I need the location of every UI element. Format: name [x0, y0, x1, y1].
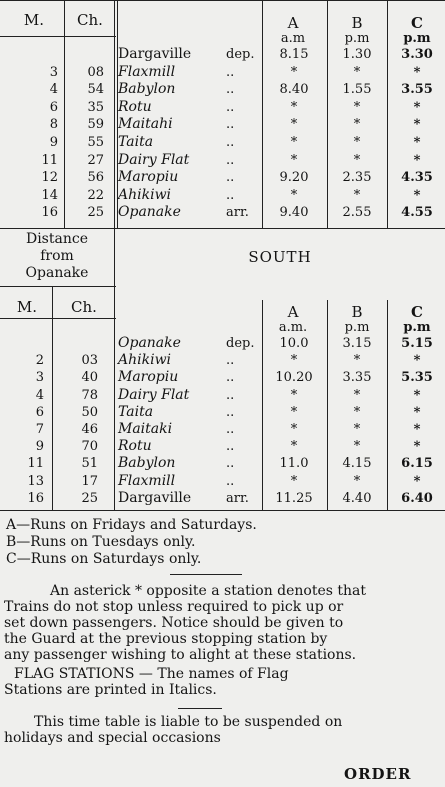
south-row-station: Maitaki: [118, 421, 173, 437]
separator-rule-1: [170, 574, 242, 575]
north-row-station: Maropiu: [118, 169, 179, 186]
south-row-time-c: *: [413, 439, 421, 455]
south-row-miles: 3: [35, 370, 44, 386]
south-row-time-b: *: [353, 473, 361, 489]
north-row-time-c: 4.35: [401, 170, 433, 186]
south-row-mark: ..: [226, 456, 235, 472]
south-row-time-b: 3.35: [342, 370, 372, 386]
north-row-time-a: 8.40: [279, 82, 309, 98]
north-row-time-b: 2.35: [342, 170, 372, 186]
north-row-time-a: 9.40: [279, 205, 309, 221]
south-row-chains: 70: [81, 439, 98, 455]
north-row-miles: 4: [49, 82, 58, 98]
south-top-rule: [0, 228, 445, 229]
north-row-time-c: *: [413, 135, 421, 150]
asterisk-line-3: set down passengers. Notice should be given to: [4, 615, 344, 631]
north-row-miles: 6: [49, 99, 58, 115]
north-row-miles: 14: [41, 187, 58, 203]
south-distance-label-2: from: [40, 248, 74, 264]
north-col-divider-b: [387, 0, 388, 228]
south-row-mark: ..: [226, 473, 235, 489]
north-row-time-c: 3.55: [401, 82, 433, 98]
flag-line-2: Stations are printed in Italics.: [4, 682, 217, 698]
north-col-divider-ch: [114, 0, 115, 228]
north-row-time-a: *: [290, 117, 298, 133]
south-row-time-a: *: [290, 473, 298, 489]
north-col-divider-mark: [262, 0, 263, 228]
south-row-time-b: 4.40: [342, 490, 372, 506]
north-row-time-b: *: [353, 152, 361, 168]
south-sub-c: p.m: [403, 320, 431, 335]
south-row-station: Ahikiwi: [118, 352, 172, 369]
south-row-time-c: 5.35: [401, 370, 433, 386]
north-row-time-b: 1.30: [342, 47, 372, 62]
north-header-c: C: [411, 14, 423, 32]
north-row-station: Babylon: [118, 81, 176, 98]
south-row-miles: 4: [35, 387, 44, 403]
asterisk-line-2: Trains do not stop unless required to pick up or: [4, 599, 344, 615]
south-distance-label-3: Opanake: [25, 265, 89, 281]
south-row-time-c: *: [413, 404, 421, 420]
north-row-mark: arr.: [226, 205, 249, 221]
north-sub-c: p.m: [403, 31, 431, 46]
south-row-chains: 51: [81, 456, 98, 472]
north-row-time-a: *: [290, 64, 298, 80]
south-col-divider-m: [52, 286, 53, 510]
north-row-station: Opanake: [118, 204, 181, 221]
south-distance-label-1: Distance: [25, 231, 88, 247]
north-col-divider-a: [327, 0, 328, 228]
south-col-divider-a: [327, 300, 328, 510]
south-row-chains: 25: [81, 490, 98, 506]
south-row-time-a: *: [290, 439, 298, 455]
south-row-chains: 78: [81, 387, 98, 403]
north-row-time-b: *: [353, 117, 361, 133]
south-heading: SOUTH: [248, 248, 312, 266]
south-row-time-c: 6.15: [401, 456, 433, 472]
south-header-ch: Ch.: [71, 298, 97, 316]
north-row-chains: 35: [87, 99, 104, 115]
north-row-time-a: 8.15: [279, 47, 309, 62]
north-sub-a: a.m: [280, 31, 306, 46]
north-row-miles: 11: [41, 152, 58, 168]
north-row-station: Dairy Flat: [118, 151, 190, 168]
south-bottom-rule: [0, 510, 445, 511]
north-row-time-c: 3.30: [401, 47, 433, 62]
north-row-time-b: *: [353, 187, 361, 203]
south-row-time-c: *: [413, 473, 421, 489]
south-row-chains: 40: [81, 370, 98, 386]
south-row-station: Maropiu: [118, 369, 179, 386]
south-row-miles: 11: [27, 456, 44, 472]
south-row-mark: dep.: [226, 336, 255, 351]
flag-line-1: FLAG STATIONS — The names of Flag: [14, 666, 289, 682]
north-row-miles: 8: [49, 117, 58, 133]
north-top-rule: [0, 0, 445, 1]
north-row-miles: 16: [41, 205, 58, 221]
south-row-chains: 50: [81, 404, 98, 420]
south-row-time-c: *: [413, 387, 421, 403]
south-row-time-b: 4.15: [342, 456, 372, 472]
south-header-rule: [0, 318, 116, 319]
south-header-c: C: [411, 303, 423, 321]
north-header-b: B: [351, 14, 363, 32]
asterisk-line-4: the Guard at the previous stopping station by: [4, 631, 328, 647]
north-row-chains: 56: [87, 170, 104, 186]
south-sub-a: a.m.: [278, 320, 308, 335]
north-row-station: Taita: [118, 134, 154, 150]
signature-order: ORDER: [344, 765, 412, 783]
north-row-station: Flaxmill: [118, 63, 176, 80]
north-row-time-c: *: [413, 117, 421, 133]
north-row-time-c: 4.55: [401, 205, 433, 221]
south-header-m: M.: [16, 298, 38, 316]
south-row-mark: ..: [226, 370, 235, 386]
north-row-time-b: *: [353, 64, 361, 80]
south-row-time-b: *: [353, 422, 361, 437]
note-c: C—Runs on Saturdays only.: [6, 551, 202, 567]
north-header-ch: Ch.: [77, 11, 103, 29]
south-row-time-b: *: [353, 387, 361, 403]
south-row-station: Taita: [118, 403, 154, 420]
south-row-miles: 16: [27, 490, 44, 506]
south-row-mark: ..: [226, 353, 235, 369]
north-header-a: A: [287, 14, 299, 32]
north-row-mark: ..: [226, 135, 235, 150]
south-row-station: Babylon: [118, 455, 176, 472]
north-row-time-a: 9.20: [279, 170, 309, 186]
note-b: B—Runs on Tuesdays only.: [6, 534, 196, 550]
south-header-a: A: [287, 303, 299, 321]
south-row-miles: 7: [35, 422, 44, 437]
south-row-mark: ..: [226, 422, 235, 437]
north-row-time-a: *: [290, 187, 298, 203]
south-row-mark: ..: [226, 387, 235, 403]
north-row-station: Dargaville: [118, 46, 192, 62]
north-row-mark: ..: [226, 64, 235, 80]
north-row-chains: 54: [87, 82, 104, 98]
south-row-time-c: 5.15: [401, 336, 433, 351]
south-row-station: Opanake: [118, 335, 181, 351]
south-row-station: Dargaville: [118, 489, 192, 506]
south-col-divider-b: [387, 300, 388, 510]
north-row-station: Rotu: [118, 98, 152, 115]
suspend-line-2: holidays and special occasions: [4, 730, 221, 746]
south-row-time-b: 3.15: [342, 336, 372, 351]
north-row-chains: 27: [87, 152, 104, 168]
south-row-miles: 6: [35, 404, 44, 420]
separator-rule-2: [178, 708, 222, 709]
south-row-time-b: *: [353, 404, 361, 420]
south-row-time-c: *: [413, 353, 421, 369]
north-row-chains: 55: [87, 135, 104, 150]
north-sub-b: p.m: [344, 31, 370, 46]
south-row-station: Rotu: [118, 438, 152, 455]
north-row-miles: 3: [49, 64, 58, 80]
north-row-time-c: *: [413, 152, 421, 168]
north-row-time-b: 1.55: [342, 82, 372, 98]
south-row-time-a: 11.0: [279, 456, 309, 472]
north-row-time-c: *: [413, 187, 421, 203]
south-row-chains: 46: [81, 422, 98, 437]
north-row-mark: ..: [226, 117, 235, 133]
north-row-miles: 9: [49, 135, 58, 150]
south-row-mark: arr.: [226, 490, 249, 506]
north-row-time-b: 2.55: [342, 205, 372, 221]
south-row-miles: 9: [35, 439, 44, 455]
south-header-b: B: [351, 303, 363, 321]
south-row-mark: ..: [226, 404, 235, 420]
north-col-divider-m: [64, 0, 65, 228]
north-row-time-c: *: [413, 64, 421, 80]
south-col-divider-left: [114, 228, 115, 510]
north-row-mark: dep.: [226, 47, 255, 62]
south-row-time-a: 10.20: [275, 370, 313, 386]
north-row-station: Maitahi: [118, 116, 173, 133]
south-col-divider-mark: [262, 300, 263, 510]
north-row-mark: ..: [226, 152, 235, 168]
south-row-time-a: *: [290, 422, 298, 437]
south-row-miles: 13: [27, 473, 44, 489]
north-row-station: Ahikiwi: [118, 186, 172, 203]
north-row-chains: 22: [87, 187, 104, 203]
north-row-time-a: *: [290, 135, 298, 150]
north-header-rule: [0, 36, 116, 37]
asterisk-line-1: An asterick * opposite a station denotes that: [50, 583, 367, 599]
south-row-mark: ..: [226, 439, 235, 455]
north-row-time-b: *: [353, 99, 361, 115]
north-row-chains: 59: [87, 117, 104, 133]
suspend-line-1: This time table is liable to be suspended on: [34, 714, 343, 730]
south-row-chains: 17: [81, 473, 98, 489]
south-row-time-c: *: [413, 422, 421, 437]
north-row-mark: ..: [226, 187, 235, 203]
north-row-time-c: *: [413, 99, 421, 115]
north-row-mark: ..: [226, 99, 235, 115]
north-row-chains: 25: [87, 205, 104, 221]
south-row-time-a: 10.0: [279, 336, 309, 351]
south-distance-rule: [0, 286, 116, 287]
south-row-time-b: *: [353, 353, 361, 369]
north-row-time-b: *: [353, 135, 361, 150]
south-row-station: Flaxmill: [118, 472, 176, 489]
south-row-chains: 03: [81, 353, 98, 369]
asterisk-paragraph: [4, 583, 440, 663]
south-row-time-a: *: [290, 404, 298, 420]
north-row-chains: 08: [87, 64, 104, 80]
south-row-time-a: *: [290, 353, 298, 369]
north-row-time-a: *: [290, 152, 298, 168]
south-row-time-c: 6.40: [401, 490, 433, 506]
south-sub-b: p.m: [344, 320, 370, 335]
north-row-mark: ..: [226, 82, 235, 98]
south-row-time-a: *: [290, 387, 298, 403]
north-header-m: M.: [23, 11, 45, 29]
north-row-miles: 12: [41, 170, 58, 186]
south-row-station: Dairy Flat: [118, 386, 190, 403]
flag-paragraph: [4, 666, 440, 698]
north-row-mark: ..: [226, 170, 235, 186]
south-row-miles: 2: [35, 353, 44, 369]
asterisk-line-5: any passenger wishing to alight at these stations.: [4, 647, 357, 663]
note-a: A—Runs on Fridays and Saturdays.: [6, 517, 257, 533]
south-row-time-b: *: [353, 439, 361, 455]
north-row-time-a: *: [290, 99, 298, 115]
suspend-paragraph: [4, 714, 440, 746]
south-row-time-a: 11.25: [275, 490, 313, 506]
